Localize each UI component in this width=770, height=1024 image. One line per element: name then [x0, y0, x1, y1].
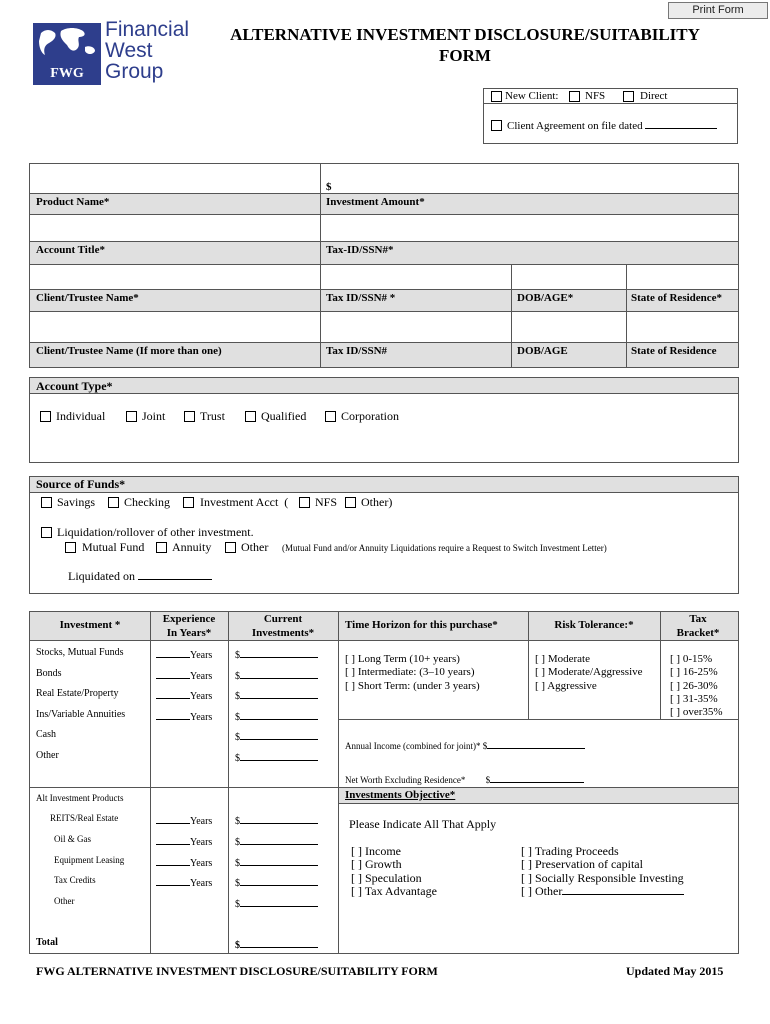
amount-dollar-sign: $	[326, 181, 332, 193]
amount-field-other[interactable]	[235, 750, 318, 764]
source-nfs-label: NFS	[315, 495, 338, 509]
client-agreement-checkbox[interactable]	[491, 120, 502, 131]
liquidation-other-label: Other	[241, 540, 269, 554]
dollar-sign: $	[485, 775, 491, 785]
qualified-checkbox[interactable]	[245, 411, 256, 422]
globe-icon	[33, 23, 101, 63]
years-label: Years	[190, 691, 213, 702]
col-time-header: Time Horizon for this purchase*	[345, 619, 498, 631]
investment-acct-label: Investment Acct (	[200, 495, 289, 509]
years-label: Years	[190, 816, 213, 827]
col-risk-header: Risk Tolerance:*	[554, 619, 634, 631]
alt-products-label: Alt Investment Products	[36, 793, 124, 803]
col-investment-header: Investment *	[59, 619, 121, 631]
alt-row-reits: REITS/Real Estate	[50, 813, 119, 823]
dollar-sign: $	[235, 899, 240, 910]
page-title-line-2: FORM	[439, 46, 491, 65]
years-label: Years	[190, 650, 213, 661]
objective-preservation[interactable]: [ ] Preservation of capital	[521, 857, 643, 871]
amount-field-oil-gas[interactable]	[235, 834, 318, 848]
objective-growth[interactable]: [ ] Growth	[351, 857, 402, 871]
alt-row-oil-gas: Oil & Gas	[54, 834, 91, 844]
checking-checkbox[interactable]	[108, 497, 119, 508]
annuity-label: Annuity	[172, 540, 212, 554]
dollar-sign: $	[235, 816, 240, 827]
years-label: Years	[190, 837, 213, 848]
years-field-annuities[interactable]	[156, 709, 212, 723]
amount-field-reits[interactable]	[235, 813, 318, 827]
objective-speculation[interactable]: [ ] Speculation	[351, 871, 422, 885]
annuity-checkbox[interactable]	[156, 542, 167, 553]
amount-field-bonds[interactable]	[235, 668, 318, 682]
investment-amount-label: Investment Amount*	[326, 196, 425, 208]
dollar-sign: $	[235, 837, 240, 848]
dollar-sign: $	[235, 858, 240, 869]
footer-updated: Updated May 2015	[626, 964, 724, 978]
objective-prompt: Please Indicate All That Apply	[349, 817, 497, 831]
years-label: Years	[190, 858, 213, 869]
client-tax-id-label: Tax ID/SSN# *	[326, 292, 396, 304]
second-dob-age-label: DOB/AGE	[517, 345, 568, 357]
source-other-label: Other)	[361, 495, 393, 509]
objective-socially-responsible[interactable]: [ ] Socially Responsible Investing	[521, 871, 684, 885]
second-tax-id-label: Tax ID/SSN#	[326, 345, 388, 357]
total-label: Total	[36, 937, 58, 948]
alt-row-equipment: Equipment Leasing	[54, 855, 125, 865]
trust-label: Trust	[200, 409, 225, 423]
risk-moderate[interactable]: [ ] Moderate	[535, 653, 590, 665]
objective-other-text: [ ] Other	[521, 884, 563, 898]
direct-checkbox[interactable]	[623, 91, 634, 102]
row-stocks: Stocks, Mutual Funds	[36, 647, 124, 658]
dollar-sign: $	[235, 691, 240, 702]
tax-id-label: Tax-ID/SSN#*	[326, 244, 394, 256]
liquidated-on-field[interactable]	[138, 569, 212, 580]
liquidation-checkbox[interactable]	[41, 527, 52, 538]
page-title: ALTERNATIVE INVESTMENT DISCLOSURE/SUITABILITY	[230, 25, 700, 44]
years-field-oil-gas[interactable]	[156, 834, 212, 848]
row-bonds: Bonds	[36, 668, 62, 679]
logo-line-1: Financial	[105, 18, 190, 41]
nfs-label: NFS	[585, 90, 606, 102]
net-worth-label	[345, 772, 584, 785]
dollar-sign: $	[482, 741, 488, 751]
nfs-checkbox[interactable]	[569, 91, 580, 102]
annual-income-field[interactable]	[487, 738, 585, 749]
objective-income[interactable]: [ ] Income	[351, 844, 401, 858]
alt-row-tax-credits: Tax Credits	[54, 875, 96, 885]
years-field-tax-credits[interactable]	[156, 875, 212, 889]
direct-label: Direct	[640, 90, 668, 102]
mutual-fund-checkbox[interactable]	[65, 542, 76, 553]
time-horizon-intermediate[interactable]: [ ] Intermediate: (3–10 years)	[345, 666, 475, 678]
investment-acct-checkbox[interactable]	[183, 497, 194, 508]
dollar-sign: $	[235, 712, 240, 723]
amount-field-cash[interactable]	[235, 729, 318, 743]
tax-bracket-16-25[interactable]: [ ] 16-25%	[670, 666, 718, 678]
dollar-sign: $	[235, 650, 240, 661]
years-field-bonds[interactable]	[156, 668, 212, 682]
net-worth-text: Net Worth Excluding Residence*	[345, 775, 466, 785]
checking-label: Checking	[124, 495, 170, 509]
state-label: State of Residence*	[631, 292, 723, 304]
client-agreement-text: Client Agreement on file dated	[507, 120, 643, 132]
dob-age-label: DOB/AGE*	[517, 292, 574, 304]
objective-tax-advantage[interactable]: [ ] Tax Advantage	[351, 884, 437, 898]
objective-trading-proceeds[interactable]: [ ] Trading Proceeds	[521, 844, 619, 858]
years-field-real-estate[interactable]	[156, 688, 212, 702]
col-tax-header: Tax Bracket*	[676, 613, 720, 639]
amount-field-stocks[interactable]	[235, 647, 318, 661]
tax-bracket-26-30[interactable]: [ ] 26-30%	[670, 680, 718, 692]
annual-income-text: Annual Income (combined for joint)*	[345, 741, 481, 751]
years-label: Years	[190, 878, 213, 889]
dollar-sign: $	[235, 753, 240, 764]
savings-checkbox[interactable]	[41, 497, 52, 508]
second-state-label: State of Residence	[631, 345, 717, 357]
dollar-sign: $	[235, 878, 240, 889]
tax-bracket-over35[interactable]: [ ] over35%	[670, 706, 723, 718]
col-current-header: Current Investments*	[251, 613, 315, 639]
amount-field-alt-other[interactable]	[235, 896, 318, 910]
logo-line-2: West	[105, 39, 153, 62]
time-horizon-long[interactable]: [ ] Long Term (10+ years)	[345, 653, 460, 665]
joint-checkbox[interactable]	[126, 411, 137, 422]
individual-checkbox[interactable]	[40, 411, 51, 422]
risk-aggressive[interactable]: [ ] Aggressive	[535, 680, 597, 692]
tax-bracket-31-35[interactable]: [ ] 31-35%	[670, 693, 718, 705]
new-client-checkbox[interactable]	[491, 91, 502, 102]
account-type-title: Account Type*	[36, 379, 113, 393]
row-other: Other	[36, 750, 59, 761]
net-worth-field[interactable]	[490, 772, 584, 783]
corporation-label: Corporation	[341, 409, 399, 423]
client-agreement-label	[507, 118, 717, 132]
logo-line-3: Group	[105, 60, 164, 83]
account-title-label: Account Title*	[36, 244, 105, 256]
dollar-sign: $	[235, 671, 240, 682]
individual-label: Individual	[56, 409, 106, 423]
liquidated-on-label	[68, 569, 212, 584]
dollar-sign: $	[235, 732, 240, 743]
risk-moderate-aggressive[interactable]: [ ] Moderate/Aggressive	[535, 666, 643, 678]
product-name-label: Product Name*	[36, 196, 110, 208]
col-experience-header: Experience In Years*	[162, 613, 216, 639]
years-field-stocks[interactable]	[156, 647, 212, 661]
annual-income-label	[345, 738, 585, 751]
years-field-equipment[interactable]	[156, 855, 212, 869]
client-trustee-label: Client/Trustee Name*	[36, 292, 139, 304]
savings-label: Savings	[57, 495, 96, 509]
trust-checkbox[interactable]	[184, 411, 195, 422]
footer-form-name: FWG ALTERNATIVE INVESTMENT DISCLOSURE/SUITABILITY FORM	[36, 964, 438, 978]
logo-badge: FWG	[33, 63, 101, 85]
row-cash: Cash	[36, 729, 56, 740]
objective-other[interactable]	[521, 884, 684, 899]
amount-field-equipment[interactable]	[235, 855, 318, 869]
corporation-checkbox[interactable]	[325, 411, 336, 422]
source-of-funds-title: Source of Funds*	[36, 477, 126, 491]
row-annuities: Ins/Variable Annuities	[36, 709, 126, 720]
client-trustee-more-label: Client/Trustee Name (If more than one)	[36, 345, 222, 357]
client-agreement-date-field[interactable]	[645, 118, 717, 129]
print-form-button[interactable]: Print Form	[668, 2, 768, 19]
amount-field-tax-credits[interactable]	[235, 875, 318, 889]
years-field-reits[interactable]	[156, 813, 212, 827]
alt-row-other: Other	[54, 896, 75, 906]
amount-field-annuities[interactable]	[235, 709, 318, 723]
source-nfs-checkbox[interactable]	[299, 497, 310, 508]
years-label: Years	[190, 671, 213, 682]
new-client-label: New Client:	[505, 90, 559, 102]
joint-label: Joint	[142, 409, 166, 423]
liquidated-on-text: Liquidated on	[68, 569, 135, 583]
time-horizon-short[interactable]: [ ] Short Term: (under 3 years)	[345, 680, 480, 692]
mutual-fund-label: Mutual Fund	[82, 540, 145, 554]
liquidation-label: Liquidation/rollover of other investment.	[57, 525, 254, 539]
qualified-label: Qualified	[261, 409, 307, 423]
source-other-checkbox[interactable]	[345, 497, 356, 508]
dollar-sign: $	[235, 940, 240, 951]
logo	[33, 18, 193, 85]
years-label: Years	[190, 712, 213, 723]
liquidation-other-checkbox[interactable]	[225, 542, 236, 553]
tax-bracket-0-15[interactable]: [ ] 0-15%	[670, 653, 713, 665]
total-amount-field[interactable]	[235, 937, 318, 951]
row-real-estate: Real Estate/Property	[36, 688, 119, 699]
amount-field-real-estate[interactable]	[235, 688, 318, 702]
liquidation-note: (Mutual Fund and/or Annuity Liquidations require a Request to Switch Investment Letter)	[282, 543, 607, 553]
objective-title: Investments Objective*	[345, 789, 456, 801]
